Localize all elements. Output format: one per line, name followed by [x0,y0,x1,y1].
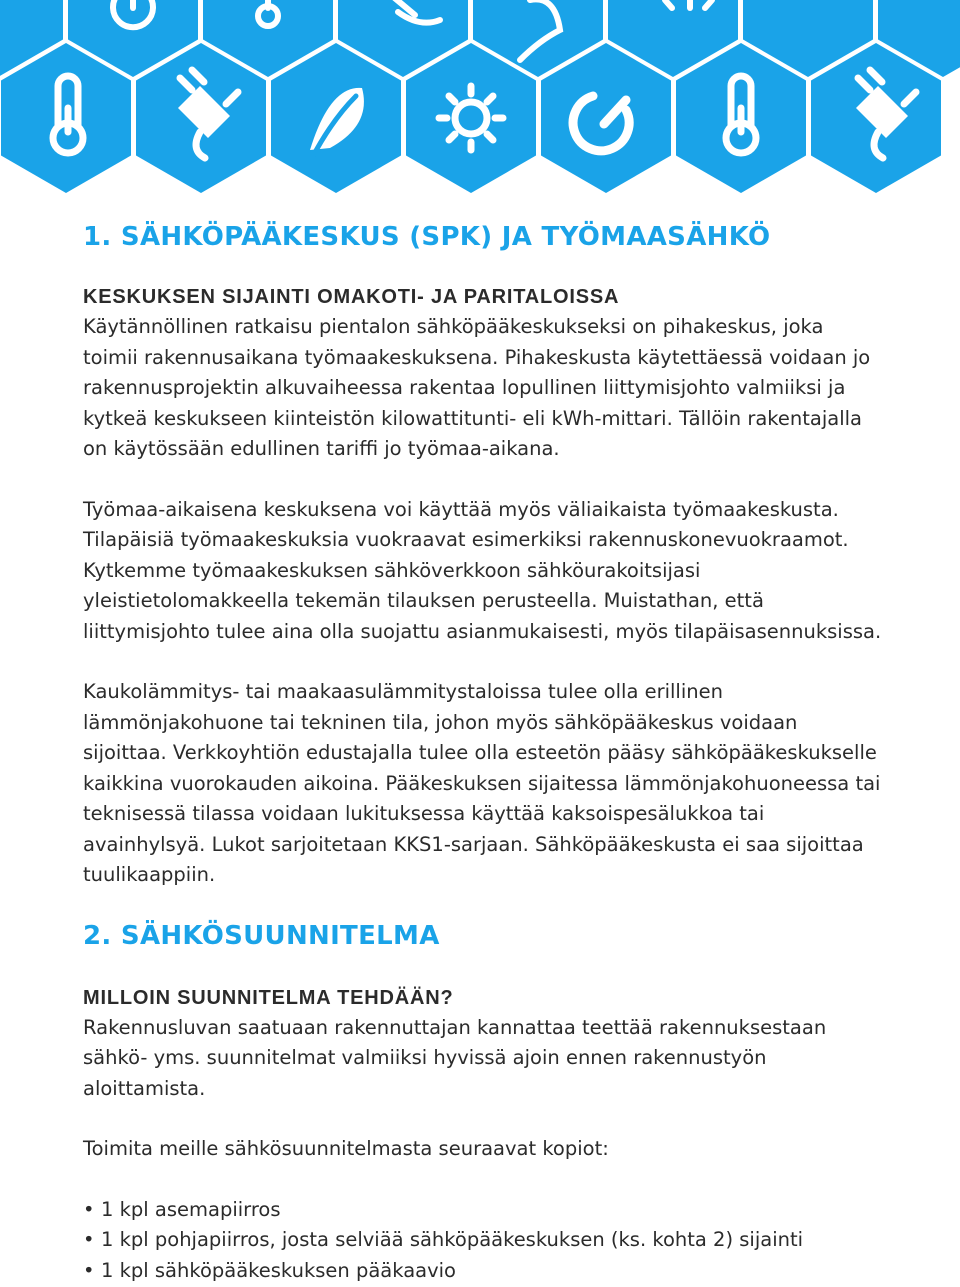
list-item: • 1 kpl sähköpääkeskuksen pääkaavio [83,1256,883,1287]
paragraph-tyomaakeskus: Työmaa-aikaisena keskuksena voi käyttää myös väliaikaista työmaakeskusta. Tilapäisiä työmaakeskuksia vuokraavat esimerkiksi rakennuskonevuokraamot. Kytkemme työmaakeskuksen sähköverkkoon sähköurakoitsijasi yleistietolomakkeella tekemän tilauksen perusteella. Muistathan, että liittymisjohto tulee aina olla suojattu asianmukaisesti, myös tilapäisasennuksissa. [83,497,882,643]
hexagon-icon-banner [0,0,960,195]
paragraph-suunnitelmat: Rakennusluvan saatuaan rakennuttajan kannattaa teettää rakennuksestaan sähkö- yms. suunnitelmat valmiiksi hyvissä ajoin ennen rakennustyön aloittamista. [83,1015,827,1100]
section-title-2: 2. SÄHKÖSUUNNITELMA [83,920,440,951]
main-content [83,222,883,1286]
subheading-location: KESKUKSEN SIJAINTI OMAKOTI- JA PARITALOISSA [83,286,620,308]
copies-list [83,1195,883,1287]
list-item: • 1 kpl pohjapiirros, josta selviää sähköpääkeskuksen (ks. kohta 2) sijainti [83,1225,883,1256]
paragraph-toimita: Toimita meille sähkösuunnitelmasta seuraavat kopiot: [83,1137,609,1160]
subheading-when: MILLOIN SUUNNITELMA TEHDÄÄN? [83,986,454,1009]
section-title-1: 1. SÄHKÖPÄÄKESKUS (SPK) JA TYÖMAASÄHKÖ [83,222,771,252]
list-item: • 1 kpl asemapiirros [83,1195,883,1226]
paragraph-pihakeskus: Käytännöllinen ratkaisu pientalon sähköpääkeskukseksi on pihakeskus, joka toimii rakennusaikana työmaakeskuksena. Pihakeskusta käytettäessä voidaan jo rakennusprojektin alkuvaiheessa rakentaa lopullinen liittymisjohto valmiiksi ja kytkeä keskukseen kiinteistön kilowattitunti- eli kWh-mittari. Tällöin rakentajalla on käytössään edullinen tariffi jo työmaa-aikana. [83,315,871,460]
paragraph-lammonjakohuone: Kaukolämmitys- tai maakaasulämmitystaloissa tulee olla erillinen lämmönjakohuone tai tekninen tila, johon myös sähköpääkeskus voidaan sijoittaa. Verkkoyhtiön edustajalla tulee olla esteetön pääsy sähköpääkeskukselle kaikkina vuorokauden aikoina. Pääkeskuksen sijaitessa lämmönjakohuoneessa tai teknisessä tilassa voidaan lukituksessa käyttää kaksoispesälukkoa tai avainhylsyä. Lukot sarjoitetaan KKS1-sarjaan. Sähköpääkeskusta ei saa sijoittaa tuulikaappiin. [83,680,881,886]
